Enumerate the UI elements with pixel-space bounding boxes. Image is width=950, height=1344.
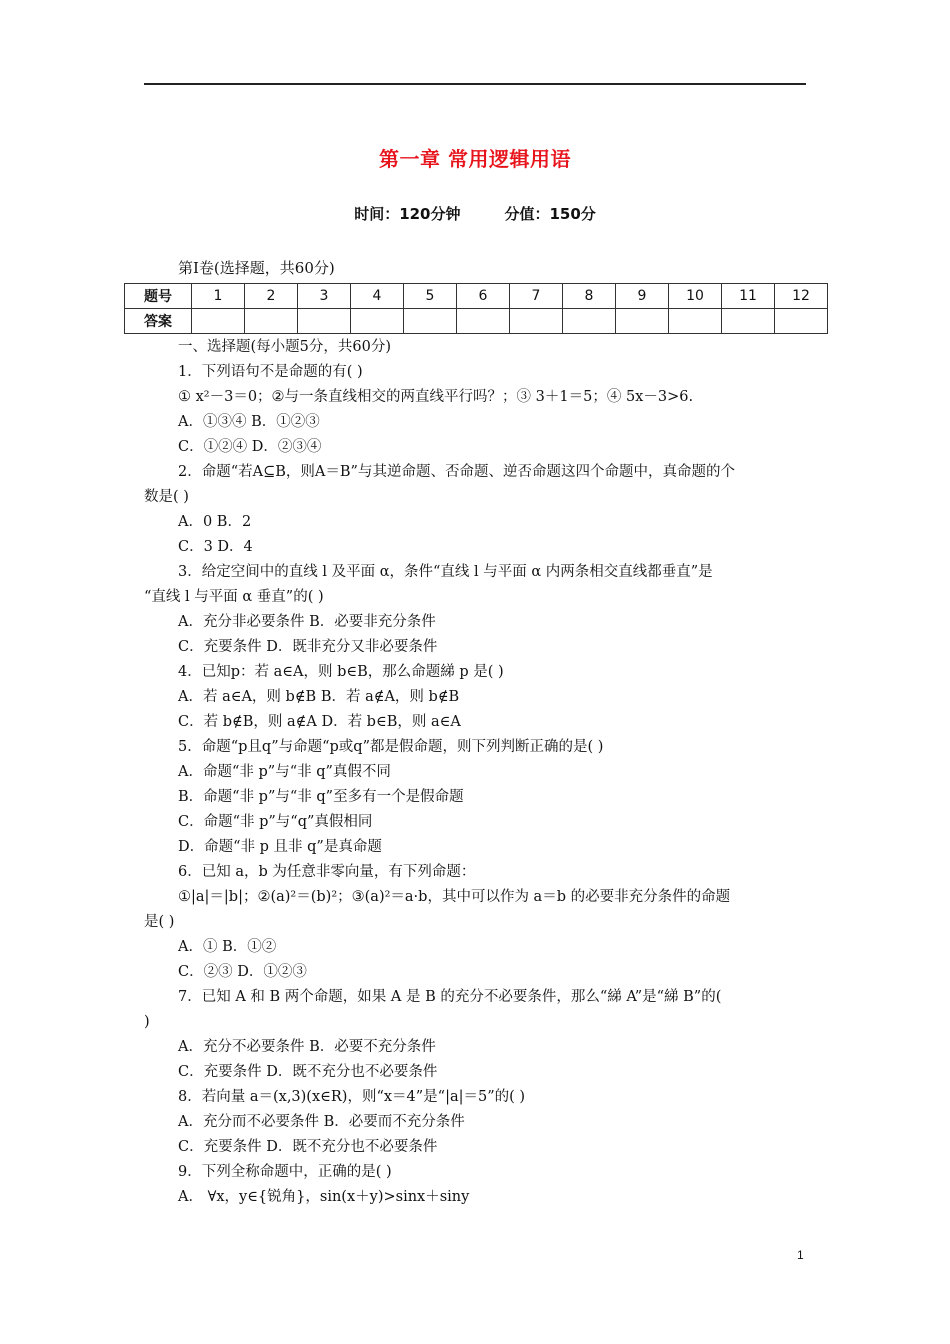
option-line: C．若 b∉B，则 a∉A D．若 b∈B，则 a∈A	[178, 714, 461, 730]
answer-cell[interactable]	[245, 309, 298, 334]
option-line: D．命题“非 p 且非 q”是真命题	[178, 839, 382, 855]
answer-cell[interactable]	[563, 309, 616, 334]
answer-table-answer-row	[125, 309, 828, 334]
question-number: 11	[722, 284, 775, 309]
question-number: 2	[245, 284, 298, 309]
number-row-head: 题号	[125, 284, 192, 309]
question-number: 3	[298, 284, 351, 309]
question-line: 2．命题“若A⊆B，则A＝B”与其逆命题、否命题、逆否命题这四个命题中，真命题的个	[178, 464, 735, 480]
question-number: 6	[457, 284, 510, 309]
question-line: 6．已知 a，b 为任意非零向量，有下列命题：	[178, 864, 476, 880]
question-line: 5．命题“p且q”与命题“p或q”都是假命题，则下列判断正确的是( )	[178, 739, 604, 755]
option-line: C．命题“非 p”与“q”真假相同	[178, 814, 373, 830]
option-line: A．充分而不必要条件 B．必要而不充分条件	[178, 1114, 465, 1130]
section-label: 第Ⅰ卷(选择题，共60分)	[178, 259, 335, 277]
section-heading: 一、选择题(每小题5分，共60分)	[178, 339, 391, 355]
header-rule	[144, 83, 806, 85]
question-number: 5	[404, 284, 457, 309]
answer-cell[interactable]	[457, 309, 510, 334]
option-line: A．充分非必要条件 B．必要非充分条件	[178, 614, 436, 630]
question-line: 4．已知p：若 a∈A，则 b∈B，那么命题綈 p 是( )	[178, 664, 504, 680]
question-line: 数是( )	[144, 489, 189, 505]
question-line: 7．已知 A 和 B 两个命题，如果 A 是 B 的充分不必要条件，那么“綈 A”是“綈 B”的(	[178, 989, 722, 1005]
option-line: A．0 B．2	[178, 514, 252, 530]
option-line: C．充要条件 D．既不充分也不必要条件	[178, 1139, 438, 1155]
answer-cell[interactable]	[351, 309, 404, 334]
question-number: 7	[510, 284, 563, 309]
score-label: 分值：150分	[504, 205, 596, 223]
question-number: 1	[192, 284, 245, 309]
option-line: B．命题“非 p”与“非 q”至多有一个是假命题	[178, 789, 464, 805]
option-line: A．① B．①②	[178, 939, 277, 955]
question-line: 8．若向量 a＝(x,3)(x∈R)，则“x＝4”是“|a|＝5”的( )	[178, 1089, 526, 1105]
answer-cell[interactable]	[404, 309, 457, 334]
question-line: “直线 l 与平面 α 垂直”的( )	[144, 589, 324, 605]
question-number: 9	[616, 284, 669, 309]
question-line: )	[144, 1014, 150, 1030]
option-line: C．充要条件 D．既不充分也不必要条件	[178, 1064, 438, 1080]
chapter-title: 第一章 常用逻辑用语	[379, 147, 571, 171]
question-number: 4	[351, 284, 404, 309]
question-number: 8	[563, 284, 616, 309]
question-line: 1．下列语句不是命题的有( )	[178, 364, 363, 380]
time-label: 时间：120分钟	[354, 205, 461, 223]
answer-cell[interactable]	[775, 309, 828, 334]
option-line: C．3 D．4	[178, 539, 253, 555]
answer-table	[124, 283, 828, 334]
question-line: ①|a|＝|b|；②(a)²＝(b)²；③(a)²＝a·b，其中可以作为 a＝b 的必要非充分条件的命题	[178, 889, 731, 905]
question-number: 12	[775, 284, 828, 309]
exam-time-score	[0, 203, 950, 224]
option-line: A． ∀x，y∈{锐角}，sin(x＋y)>sinx＋siny	[178, 1189, 470, 1205]
answer-cell[interactable]	[669, 309, 722, 334]
option-line: A．充分不必要条件 B．必要不充分条件	[178, 1039, 436, 1055]
option-line: A．若 a∈A，则 b∉B B．若 a∉A，则 b∉B	[178, 689, 460, 705]
question-line: 3．给定空间中的直线 l 及平面 α，条件“直线 l 与平面 α 内两条相交直线都垂直”是	[178, 564, 713, 580]
option-line: C．②③ D．①②③	[178, 964, 307, 980]
option-line: A．①③④ B．①②③	[178, 414, 320, 430]
question-line: 9．下列全称命题中，正确的是( )	[178, 1164, 392, 1180]
answer-cell[interactable]	[722, 309, 775, 334]
option-line: C．①②④ D．②③④	[178, 439, 322, 455]
option-line: C．充要条件 D．既非充分又非必要条件	[178, 639, 438, 655]
answer-cell[interactable]	[616, 309, 669, 334]
answer-row-head: 答案	[125, 309, 192, 334]
answer-table-number-row	[125, 284, 828, 309]
page-number: 1	[797, 1248, 804, 1262]
question-line: 是( )	[144, 914, 175, 930]
question-line: ① x²－3＝0；②与一条直线相交的两直线平行吗？；③ 3＋1＝5；④ 5x－3>6.	[178, 389, 694, 405]
question-number: 10	[669, 284, 722, 309]
answer-cell[interactable]	[192, 309, 245, 334]
option-line: A．命题“非 p”与“非 q”真假不同	[178, 764, 391, 780]
answer-cell[interactable]	[298, 309, 351, 334]
answer-cell[interactable]	[510, 309, 563, 334]
